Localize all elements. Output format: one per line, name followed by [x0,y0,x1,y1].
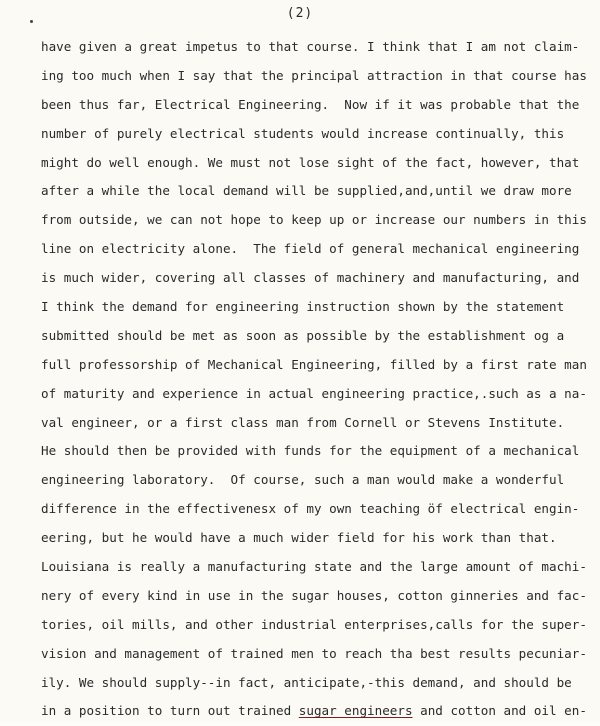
text-line: eering, but he would have a much wider field for his work than that. [41,530,557,546]
letter-body [41,33,587,726]
text-line: vision and management of trained men to reach tha best results pecuniar- [41,645,587,661]
text-line: I think the demand for engineering instruction shown by the statement [41,299,565,315]
text-line: is much wider, covering all classes of machinery and manufacturing, and [41,270,580,286]
last-line-start: in a position to turn out trained [41,703,299,719]
text-line: He should then be provided with funds for the equipment of a mechanical [41,443,580,459]
page-number: (2) [286,6,314,21]
text-line: number of purely electrical students would increase continually, this [41,125,565,141]
ink-speck [30,20,33,23]
text-line: have given a great impetus to that course. I think that I am not claim- [41,39,580,54]
text-line: after a while the local demand will be supplied,and,until we draw more [41,183,572,199]
text-line: ing too much when I say that the principal attraction in that course has [41,67,587,83]
text-line: from outside, we can not hope to keep up or increase our numbers in this [41,212,587,228]
text-line: engineering laboratory. Of course, such a man would make a wonderful [41,472,565,488]
text-line: nery of every kind in use in the sugar houses, cotton ginneries and fac- [41,587,587,603]
text-line: submitted should be met as soon as possible by the establishment og a [41,327,565,343]
last-line-end: and cotton and oil en- [412,703,587,719]
text-line: line on electricity alone. The field of general mechanical engineering [41,241,580,257]
text-line: Louisiana is really a manufacturing state and the large amount of machi- [41,559,587,575]
text-line: been thus far, Electrical Engineering. Now if it was probable that the [41,96,580,112]
text-line: val engineer, or a first class man from Cornell or Stevens Institute. [41,414,565,430]
underlined-phrase: sugar engineers [298,703,413,719]
text-line: full professorship of Mechanical Engineering, filled by a first rate man [41,356,587,372]
text-line: ily. We should supply--in fact, anticipate,-this demand, and should be [41,674,572,690]
text-line: tories, oil mills, and other industrial enterprises,calls for the super- [41,616,587,632]
text-line: difference in the effectivenesx of my own teaching öf electrical engin- [41,501,580,517]
text-line: of maturity and experience in actual engineering practice,.such as a na- [41,385,587,401]
text-line: might do well enough. We must not lose sight of the fact, however, that [41,154,580,170]
